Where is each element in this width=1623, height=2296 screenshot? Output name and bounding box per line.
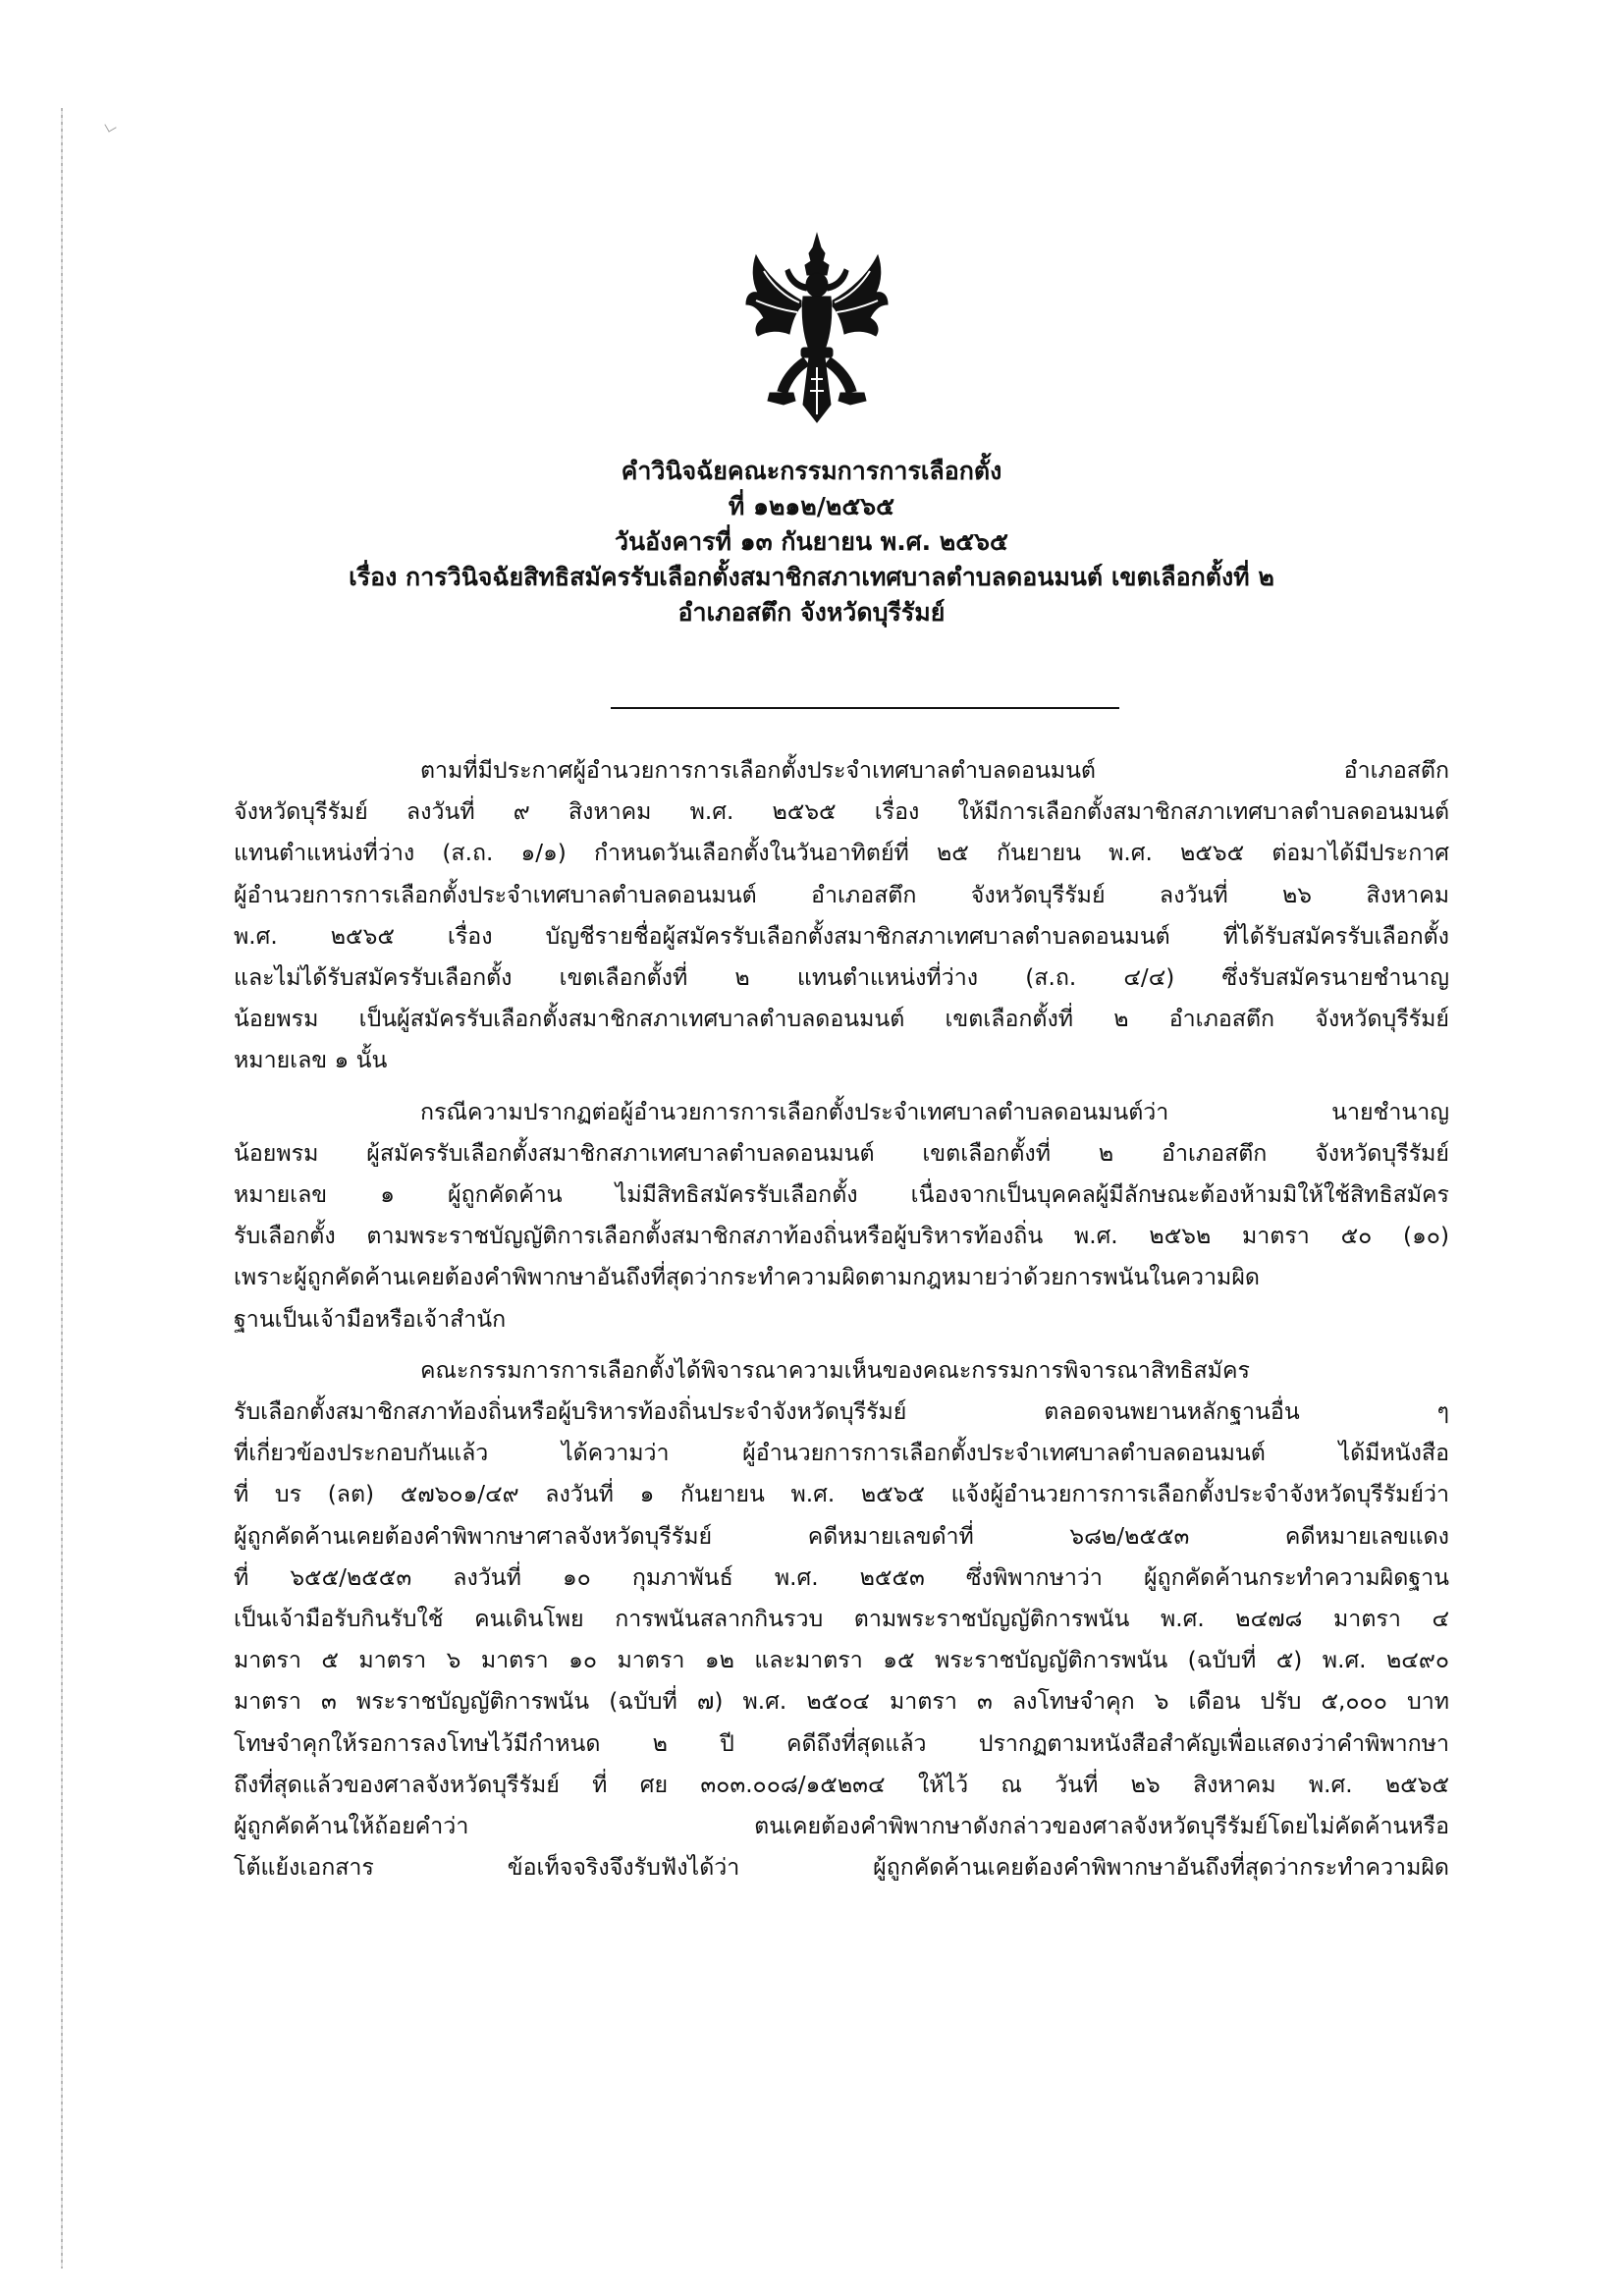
paragraph-line: โต้แย้งเอกสาร ข้อเท็จจริงจึงรับฟังได้ว่า ผู้ถูกคัดค้านเคยต้องคำพิพากษาอันถึงที่สุดว่ากระทำความผิด — [234, 1854, 1449, 1882]
paragraph-line: ที่ บร (ลต) ๕๗๖๐๑/๔๙ ลงวันที่ ๑ กันยายน พ.ศ. ๒๕๖๕ แจ้งผู้อำนวยการการเลือกตั้งประจำจังหวัดบุรีรัมย์ว่า — [234, 1481, 1449, 1508]
paragraph-line: มาตรา ๓ พระราชบัญญัติการพนัน (ฉบับที่ ๗) พ.ศ. ๒๕๐๔ มาตรา ๓ ลงโทษจำคุก ๖ เดือน ปรับ ๕,๐๐๐ บาท — [234, 1688, 1449, 1716]
document-title: คำวินิจฉัยคณะกรรมการการเลือกตั้ง — [621, 457, 1002, 485]
paragraph-line: พ.ศ. ๒๕๖๕ เรื่อง บัญชีรายชื่อผู้สมัครรับเลือกตั้งสมาชิกสภาเทศบาลตำบลดอนมนต์ ที่ได้รับสมัครรับเลือกตั้ง — [234, 922, 1449, 950]
paragraph-findings — [234, 1350, 1449, 1889]
paragraph-line: ผู้ถูกคัดค้านเคยต้องคำพิพากษาศาลจังหวัดบุรีรัมย์ คดีหมายเลขดำที่ ๖๘๒/๒๕๕๓ คดีหมายเลขแดง — [234, 1522, 1449, 1550]
document-date: วันอังคารที่ ๑๓ กันยายน พ.ศ. ๒๕๖๕ — [615, 527, 1008, 556]
garuda-emblem — [744, 232, 890, 424]
document-subject-continued: อำเภอสตึก จังหวัดบุรีรัมย์ — [677, 598, 946, 627]
paragraph-line: ที่ ๖๕๕/๒๕๕๓ ลงวันที่ ๑๐ กุมภาพันธ์ พ.ศ. ๒๕๕๓ ซึ่งพิพากษาว่า ผู้ถูกคัดค้านกระทำความผิดฐาน — [234, 1563, 1449, 1591]
paragraph-line: ที่เกี่ยวข้องประกอบกันแล้ว ได้ความว่า ผู้อำนวยการการเลือกตั้งประจำเทศบาลตำบลดอนมนต์ ได้มีหนังสือ — [234, 1440, 1449, 1467]
document-number: ที่ ๑๒๑๒/๒๕๖๕ — [728, 492, 895, 520]
paragraph-line: ผู้ถูกคัดค้านให้ถ้อยคำว่า ตนเคยต้องคำพิพากษาดังกล่าวของศาลจังหวัดบุรีรัมย์โดยไม่คัดค้านหรือ — [234, 1813, 1449, 1840]
paragraph-line: ตามที่มีประกาศผู้อำนวยการการเลือกตั้งประจำเทศบาลตำบลดอนมนต์ อำเภอสตึก — [420, 757, 1449, 784]
document-body — [234, 750, 1449, 1898]
paragraph-line: เป็นเจ้ามือรับกินรับใช้ คนเดินโพย การพนันสลากกินรวบ ตามพระราชบัญญัติการพนัน พ.ศ. ๒๔๗๘ มาตรา ๔ — [234, 1606, 1449, 1633]
paragraph-line: รับเลือกตั้งสมาชิกสภาท้องถิ่นหรือผู้บริหารท้องถิ่นประจำจังหวัดบุรีรัมย์ ตลอดจนพยานหลักฐานอื่น ๆ — [234, 1398, 1449, 1426]
paragraph-line: หมายเลข ๑ ผู้ถูกคัดค้าน ไม่มีสิทธิสมัครรับเลือกตั้ง เนื่องจากเป็นบุคคลผู้มีลักษณะต้องห้ามมิให้ใช้สิทธิสมัคร — [234, 1181, 1449, 1209]
paragraph-line: มาตรา ๕ มาตรา ๖ มาตรา ๑๐ มาตรา ๑๒ และมาตรา ๑๕ พระราชบัญญัติการพนัน (ฉบับที่ ๕) พ.ศ. ๒๔๙๐ — [234, 1647, 1449, 1674]
paragraph-line: คณะกรรมการการเลือกตั้งได้พิจารณาความเห็นของคณะกรรมการพิจารณาสิทธิสมัคร — [420, 1356, 1250, 1384]
paragraph-line: เพราะผู้ถูกคัดค้านเคยต้องคำพิพากษาอันถึงที่สุดว่ากระทำความผิดตามกฎหมายว่าด้วยการพนันในความผิด — [234, 1264, 1260, 1291]
paragraph-line: น้อยพรม เป็นผู้สมัครรับเลือกตั้งสมาชิกสภาเทศบาลตำบลดอนมนต์ เขตเลือกตั้งที่ ๒ อำเภอสตึก จังหวัดบุรีรัมย์ — [234, 1006, 1449, 1033]
paragraph-line: หมายเลข ๑ นั้น — [234, 1047, 388, 1074]
paragraph-line: กรณีความปรากฏต่อผู้อำนวยการการเลือกตั้งประจำเทศบาลตำบลดอนมนต์ว่า นายชำนาญ — [420, 1098, 1449, 1125]
scan-mark-artifact — [104, 120, 116, 132]
paragraph-line: น้อยพรม ผู้สมัครรับเลือกตั้งสมาชิกสภาเทศบาลตำบลดอนมนต์ เขตเลือกตั้งที่ ๒ อำเภอสตึก จังหวัดบุรีรัมย์ — [234, 1139, 1449, 1167]
paragraph-line: ถึงที่สุดแล้วของศาลจังหวัดบุรีรัมย์ ที่ ศย ๓๐๓.๐๐๘/๑๕๒๓๔ ให้ไว้ ณ วันที่ ๒๖ สิงหาคม พ.ศ. ๒๕๖๕ — [234, 1771, 1449, 1798]
paragraph-line: ฐานเป็นเจ้ามือหรือเจ้าสำนัก — [234, 1305, 507, 1333]
paragraph-announcement — [234, 750, 1449, 1082]
paragraph-line: และไม่ได้รับสมัครรับเลือกตั้ง เขตเลือกตั้งที่ ๒ แทนตำแหน่งที่ว่าง (ส.ถ. ๔/๔) ซึ่งรับสมัครนายชำนาญ — [234, 964, 1449, 992]
paragraph-line: รับเลือกตั้ง ตามพระราชบัญญัติการเลือกตั้งสมาชิกสภาท้องถิ่นหรือผู้บริหารท้องถิ่น พ.ศ. ๒๕๖๒ มาตรา ๕๐ (๑๐) — [234, 1223, 1449, 1250]
heading-divider — [611, 707, 1119, 709]
paragraph-line: แทนตำแหน่งที่ว่าง (ส.ถ. ๑/๑) กำหนดวันเลือกตั้งในวันอาทิตย์ที่ ๒๕ กันยายน พ.ศ. ๒๕๖๕ ต่อมาได้มีประกาศ — [234, 840, 1449, 867]
paragraph-line: โทษจำคุกให้รอการลงโทษไว้มีกำหนด ๒ ปี คดีถึงที่สุดแล้ว ปรากฏตามหนังสือสำคัญเพื่อแสดงว่าคำพิพากษา — [234, 1729, 1449, 1757]
document-heading — [147, 454, 1476, 630]
paragraph-line: ผู้อำนวยการการเลือกตั้งประจำเทศบาลตำบลดอนมนต์ อำเภอสตึก จังหวัดบุรีรัมย์ ลงวันที่ ๒๖ สิงหาคม — [234, 881, 1449, 908]
paragraph-line: จังหวัดบุรีรัมย์ ลงวันที่ ๙ สิงหาคม พ.ศ. ๒๕๖๕ เรื่อง ให้มีการเลือกตั้งสมาชิกสภาเทศบาลตำบลดอนมนต์ — [234, 798, 1449, 826]
document-subject: เรื่อง การวินิจฉัยสิทธิสมัครรับเลือกตั้งสมาชิกสภาเทศบาลตำบลดอนมนต์ เขตเลือกตั้งที่ ๒ — [349, 563, 1274, 591]
scan-edge-artifact — [61, 108, 63, 2269]
paragraph-objection — [234, 1092, 1449, 1340]
